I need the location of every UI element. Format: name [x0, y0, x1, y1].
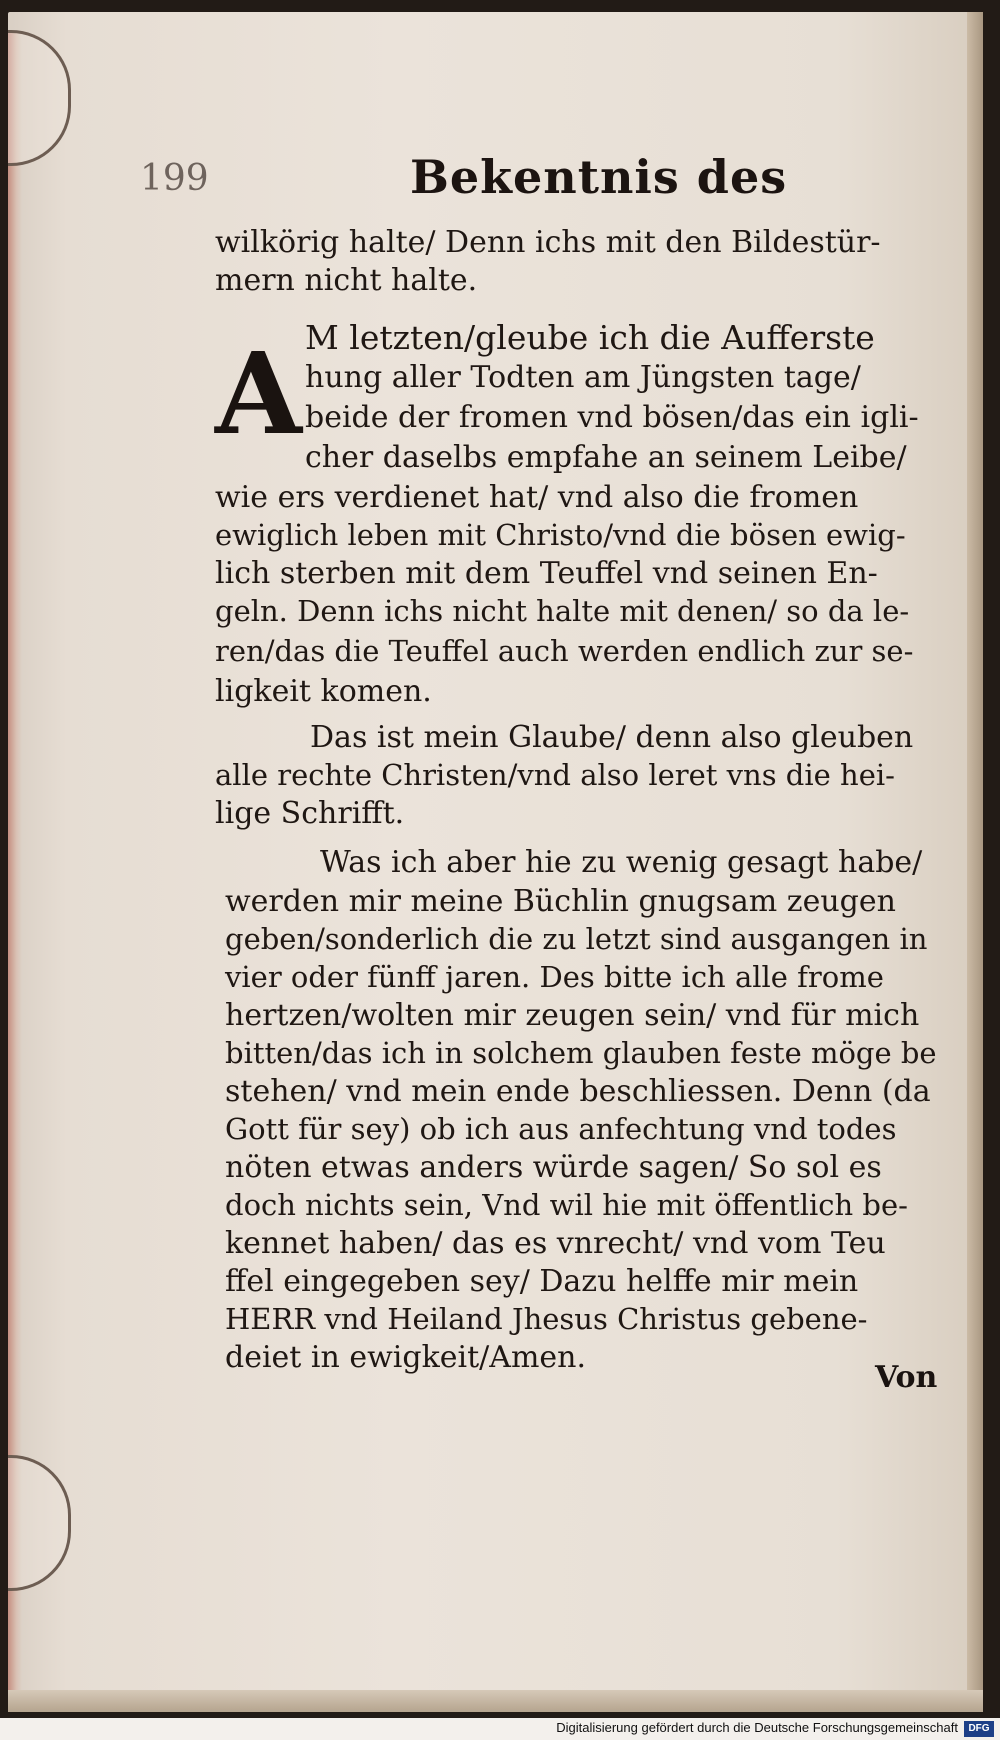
page-red-edge [8, 32, 22, 1692]
text-line: nöten etwas anders würde sagen/ So sol es [225, 1150, 882, 1185]
text-line: wilkörig halte/ Denn ichs mit den Bildestür- [215, 225, 881, 260]
text-line: ren/das die Teuffel auch werden endlich zur se- [215, 634, 914, 668]
text-line: geben/sonderlich die zu letzt sind ausgangen in [225, 922, 928, 956]
folio-number: 199 [140, 158, 209, 199]
text-line: vier oder fünff jaren. Des bitte ich alle frome [225, 960, 884, 994]
text-line: stehen/ vnd mein ende beschliessen. Denn (da [225, 1074, 931, 1109]
text-line: lich sterben mit dem Teuffel vnd seinen En- [215, 556, 878, 591]
text-line: ffel eingegeben sey/ Dazu helffe mir mein [225, 1264, 859, 1299]
text-line: hung aller Todten am Jüngsten tage/ [305, 360, 861, 395]
text-line: kennet haben/ das es vnrecht/ vnd vom Teu [225, 1226, 886, 1261]
text-line: Was ich aber hie zu wenig gesagt habe/ [320, 845, 923, 880]
text-line: bitten/das ich in solchem glauben feste möge be [225, 1036, 937, 1070]
text-line: wie ers verdienet hat/ vnd also die fromen [215, 480, 859, 515]
text-line: cher daselbs empfahe an seinem Leibe/ [305, 440, 907, 475]
funding-credit: Digitalisierung gefördert durch die Deutsche Forschungsgemeinschaft [556, 1720, 958, 1735]
text-line: alle rechte Christen/vnd also leret vns die hei- [215, 758, 895, 792]
text-line: M letzten/gleube ich die Aufferste [305, 318, 875, 357]
page-edge-right [967, 12, 983, 1712]
text-line: mern nicht halte. [215, 263, 478, 298]
page-header [140, 150, 960, 210]
page-edge-bottom [8, 1690, 983, 1712]
text-line: ewiglich leben mit Christo/vnd die bösen ewig- [215, 518, 906, 552]
text-line: hertzen/wolten mir zeugen sein/ vnd für mich [225, 998, 920, 1033]
text-line: beide der fromen vnd bösen/das ein igli- [305, 400, 919, 435]
text-line: geln. Denn ichs nicht halte mit denen/ so da le- [215, 594, 910, 628]
running-head: Bekentnis des [410, 150, 788, 204]
text-line: HERR vnd Heiland Jhesus Christus gebene- [225, 1302, 868, 1336]
text-line: Das ist mein Glaube/ denn also gleuben [310, 720, 914, 755]
initial-letter: A [215, 329, 302, 460]
text-line: ligkeit komen. [215, 674, 432, 709]
dfg-logo: DFG [964, 1721, 994, 1737]
text-line: Gott für sey) ob ich aus anfechtung vnd todes [225, 1112, 897, 1146]
catchword: Von [875, 1360, 938, 1395]
text-line: werden mir meine Büchlin gnugsam zeugen [225, 884, 896, 919]
text-line: lige Schrifft. [215, 796, 405, 831]
text-line: doch nichts sein, Vnd wil hie mit öffentlich be- [225, 1188, 908, 1222]
text-line: deiet in ewigkeit/Amen. [225, 1340, 586, 1375]
